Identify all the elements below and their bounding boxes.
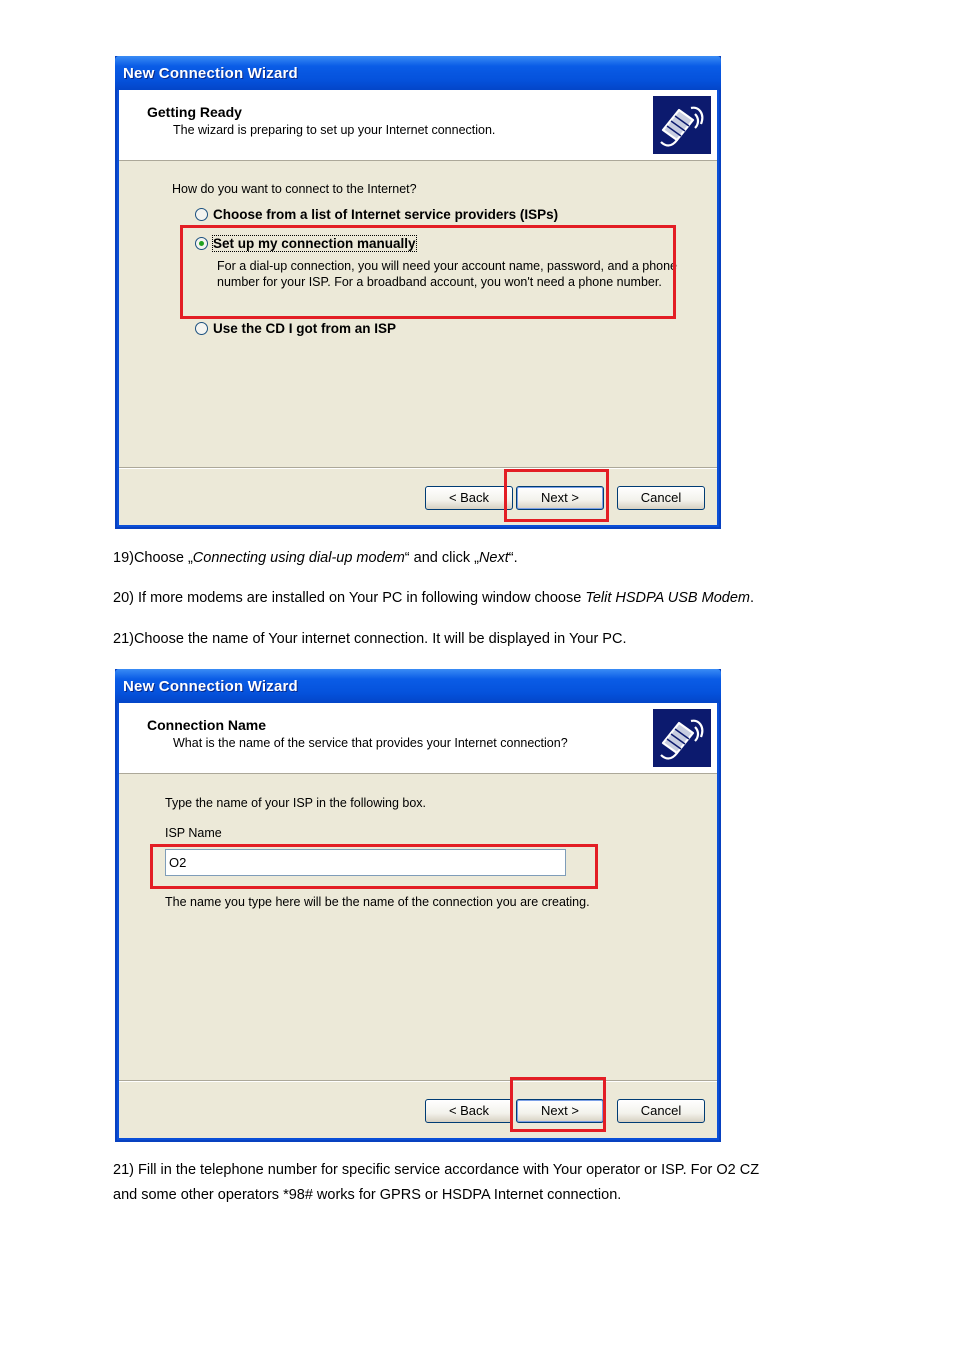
radio-choose-isp-list[interactable] xyxy=(195,208,208,221)
option-choose-isp-list[interactable] xyxy=(195,207,558,222)
text-segment: 19)Choose „ xyxy=(113,550,193,566)
cancel-button[interactable]: Cancel xyxy=(617,1099,705,1123)
text-italic: Next xyxy=(478,550,509,566)
network-plug-icon xyxy=(653,709,711,767)
text-segment: “. xyxy=(508,550,518,566)
radio-use-cd[interactable] xyxy=(195,322,208,335)
header-title: Connection Name xyxy=(147,717,267,733)
title-bar[interactable] xyxy=(115,669,721,703)
text-segment: 20) If more modems are installed on Your PC in following window choose xyxy=(113,590,586,606)
highlight-manual-option xyxy=(180,225,676,319)
window-title: New Connection Wizard xyxy=(123,678,298,695)
option-label: Use the CD I got from an ISP xyxy=(213,321,397,336)
text-segment: “ and click „ xyxy=(404,550,479,566)
option-use-cd[interactable] xyxy=(195,321,396,336)
step-21b-line1: 21) Fill in the telephone number for specific service accordance with Your operator or ISP. For O2 CZ xyxy=(113,1162,760,1178)
isp-instruction: Type the name of your ISP in the following box. xyxy=(165,796,427,810)
header-title: Getting Ready xyxy=(147,104,242,120)
step-21a-text: 21)Choose the name of Your internet connection. It will be displayed in Your PC. xyxy=(113,631,627,647)
dialog-client xyxy=(119,703,717,1138)
back-button[interactable]: < Back xyxy=(425,486,513,510)
step-19-text xyxy=(113,550,518,566)
wizard-content xyxy=(119,774,717,1080)
wizard-header xyxy=(119,703,717,774)
highlight-isp-input xyxy=(150,844,598,889)
step-21b-line2: and some other operators *98# works for GPRS or HSDPA Internet connection. xyxy=(113,1187,622,1203)
text-italic: Connecting using dial-up modem xyxy=(192,550,405,566)
next-button[interactable]: Next > xyxy=(516,486,604,510)
isp-hint: The name you type here will be the name of the connection you are creating. xyxy=(165,895,590,909)
manual-option-description: For a dial-up connection, you will need your account name, password, and a phone number for your ISP. For a broadband account, you won't need a phone number. xyxy=(217,259,678,289)
connection-question: How do you want to connect to the Internet? xyxy=(172,182,417,196)
next-button[interactable]: Next > xyxy=(516,1099,604,1123)
button-separator xyxy=(119,467,717,469)
step-20-text xyxy=(113,590,754,606)
highlight-next-button xyxy=(504,469,609,522)
title-bar[interactable] xyxy=(115,56,721,90)
option-label: Set up my connection manually xyxy=(213,236,416,251)
network-plug-icon xyxy=(653,96,711,154)
window-title: New Connection Wizard xyxy=(123,65,298,82)
text-segment: . xyxy=(749,590,754,606)
header-subtitle: What is the name of the service that provides your Internet connection? xyxy=(173,736,568,750)
wizard-window-connection-name xyxy=(115,669,721,1142)
cancel-button[interactable]: Cancel xyxy=(617,486,705,510)
isp-name-label: ISP Name xyxy=(165,826,222,840)
header-subtitle: The wizard is preparing to set up your Internet connection. xyxy=(173,123,496,137)
text-italic: Telit HSDPA USB Modem xyxy=(585,590,750,606)
highlight-next-button xyxy=(510,1077,606,1132)
button-separator xyxy=(119,1080,717,1082)
wizard-header xyxy=(119,90,717,161)
back-button[interactable]: < Back xyxy=(425,1099,513,1123)
option-label: Choose from a list of Internet service providers (ISPs) xyxy=(213,207,559,222)
